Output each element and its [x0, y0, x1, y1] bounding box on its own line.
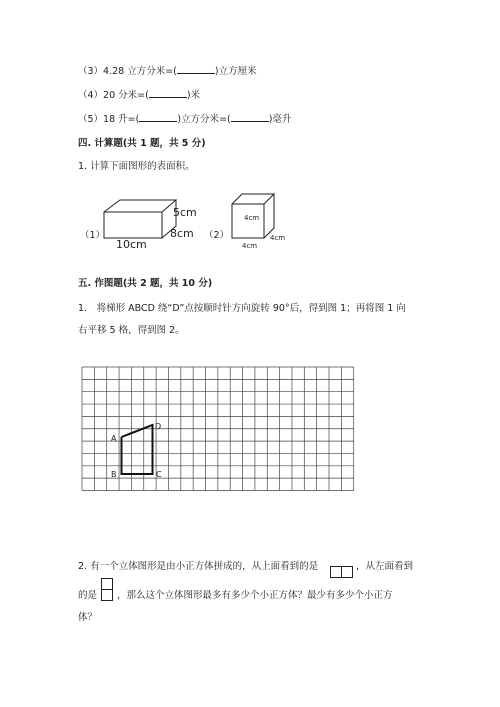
section-5-question-1-line-2: 右平移 5 格，得到图 2。 — [78, 325, 185, 336]
answer-blank[interactable] — [149, 87, 187, 98]
cube-bottom-label: 4cm — [242, 242, 258, 250]
drawing-grid[interactable] — [78, 363, 423, 517]
fill-item-5-mid: )立方分米=( — [177, 114, 231, 125]
trapezoid-abcd — [122, 425, 153, 474]
cube-side-label: 4cm — [270, 234, 286, 242]
vertex-label-a: A — [111, 434, 117, 443]
vertex-label-d: D — [155, 422, 162, 431]
q2-line-2-start: 的是 — [78, 590, 98, 601]
top-view-square-2 — [341, 566, 353, 578]
fill-item-5 — [78, 111, 291, 126]
fill-item-3-prefix: （3）4.28 立方分米=( — [78, 66, 177, 77]
answer-blank[interactable] — [231, 111, 269, 122]
q2-line-2-end: ，那么这个立体图形最多有多少个小正方体？最少有多少个小正方 — [117, 590, 393, 601]
section-4-question-1: 1. 计算下面图形的表面积。 — [78, 161, 195, 172]
figure-1-index: （1） — [80, 230, 106, 241]
fill-item-5-suffix: )毫升 — [268, 114, 292, 125]
fill-item-4-suffix: )米 — [186, 90, 201, 101]
cuboid-length-label: 10cm — [116, 238, 147, 251]
fill-item-5-prefix: （5）18 升=( — [78, 114, 140, 125]
section-5-question-1-line-1: 1. 将梯形 ABCD 绕“D”点按顺时针方向旋转 90°后，得到图 1；再将图 1 向 — [78, 303, 406, 314]
fill-item-4 — [78, 87, 200, 102]
vertex-label-c: C — [156, 470, 162, 479]
cuboid-width-label: 8cm — [170, 227, 194, 240]
answer-blank[interactable] — [139, 111, 177, 122]
section-5-question-2-line-1 — [78, 560, 318, 573]
cuboid-height-label: 5cm — [173, 206, 197, 219]
vertex-label-b: B — [111, 470, 117, 479]
cube-front-label: 4cm — [244, 214, 260, 222]
section-5-title: 五. 作图题(共 2 题，共 10 分) — [78, 278, 213, 289]
fill-item-3 — [78, 63, 257, 78]
q2-line-3: 体？ — [78, 612, 98, 623]
fill-item-4-prefix: （4）20 分米=( — [78, 90, 149, 101]
fill-item-3-suffix: )立方厘米 — [214, 66, 257, 77]
answer-blank[interactable] — [177, 63, 215, 74]
figure-2-index: （2） — [204, 230, 230, 241]
q2-line-1-text: 2. 有一个立体图形是由小正方体拼成的，从上面看到的是 — [78, 561, 319, 572]
left-view-square-2 — [101, 589, 113, 601]
q2-line-1-end: ，从左面看到 — [356, 561, 414, 572]
section-4-title: 四. 计算题(共 1 题，共 5 分) — [78, 138, 206, 149]
